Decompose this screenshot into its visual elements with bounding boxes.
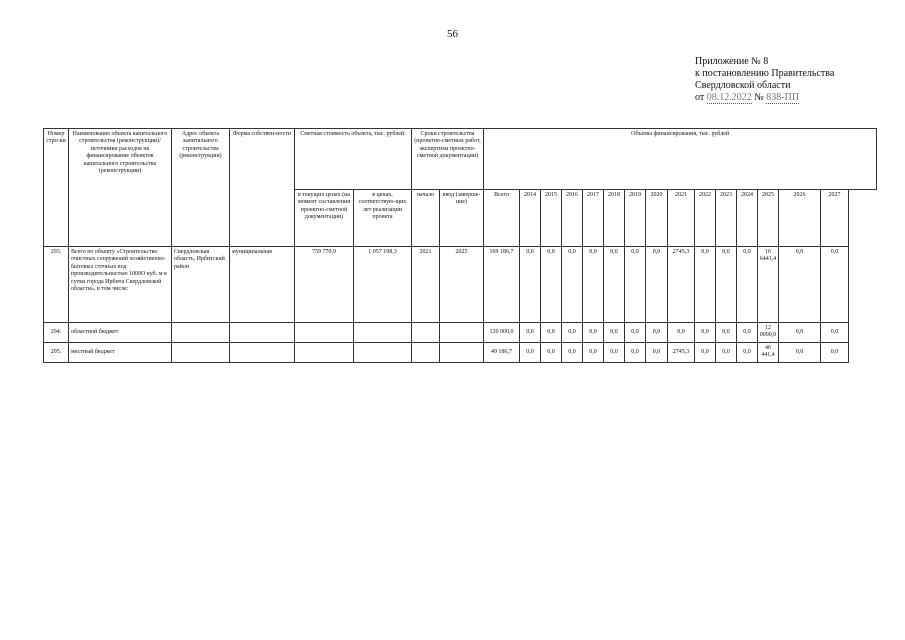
header-address: Адрес объекта капитального строительства (реконструкции) bbox=[172, 129, 230, 247]
header-total: Всего bbox=[484, 190, 520, 247]
cell-year-value: 0,0 bbox=[541, 247, 562, 323]
cell-cost-current: 759 770,9 bbox=[295, 247, 354, 323]
header-year: 2016 bbox=[562, 190, 583, 247]
cell-year-value: 12 0000,0 bbox=[758, 323, 779, 343]
cell-address bbox=[172, 342, 230, 362]
table-row bbox=[44, 323, 877, 343]
cell-year-value: 0,0 bbox=[737, 323, 758, 343]
number-prefix: № bbox=[751, 92, 767, 103]
cell-year-value: 0,0 bbox=[562, 323, 583, 343]
cell-year-value: 0,0 bbox=[646, 247, 668, 323]
cell-term-start bbox=[412, 323, 440, 343]
cell-term-end bbox=[440, 342, 484, 362]
header-year: 2025 bbox=[758, 190, 779, 247]
header-year: 2022 bbox=[695, 190, 716, 247]
header-object-name: Наименование объекта капитального строительства (реконструкции)/источники расходов на финансирование объектов капитального строительства (реконструкции) bbox=[69, 129, 172, 247]
funding-table bbox=[43, 128, 877, 363]
cell-year-value: 0,0 bbox=[625, 323, 646, 343]
cell-total: 120 000,0 bbox=[484, 323, 520, 343]
cell-year-value: 0,0 bbox=[646, 342, 668, 362]
table-row bbox=[44, 342, 877, 362]
cell-year-value: 0,0 bbox=[737, 342, 758, 362]
appendix-line-3: Свердловской области bbox=[695, 80, 791, 91]
header-terms: Сроки строительства (проектно-сметных работ, экспертизы проектно-сметной документации) bbox=[412, 129, 484, 190]
cell-cost-actual: 1 057 198,3 bbox=[354, 247, 412, 323]
cell-year-value: 0,0 bbox=[604, 342, 625, 362]
cell-term-end: 2025 bbox=[440, 247, 484, 323]
date-prefix: от bbox=[695, 92, 707, 103]
cell-year-value: 0,0 bbox=[625, 342, 646, 362]
cell-year-value: 0,0 bbox=[668, 323, 695, 343]
cell-year-value: 0,0 bbox=[520, 247, 541, 323]
cell-year-value: 0,0 bbox=[604, 323, 625, 343]
cell-year-value: 16 6441,4 bbox=[758, 247, 779, 323]
cell-year-value: 0,0 bbox=[583, 342, 604, 362]
cell-address bbox=[172, 323, 230, 343]
header-year: 2023 bbox=[716, 190, 737, 247]
cell-term-end bbox=[440, 323, 484, 343]
page-number: 56 bbox=[447, 28, 458, 40]
cell-year-value: 0,0 bbox=[821, 342, 849, 362]
cell-year-value: 0,0 bbox=[541, 323, 562, 343]
header-year: 2019 bbox=[625, 190, 646, 247]
header-cost-current: в текущих ценах (на момент составления проектно-сметной документации) bbox=[295, 190, 354, 247]
cell-year-value: 0,0 bbox=[779, 342, 821, 362]
resolution-date: 08.12.2022 bbox=[706, 92, 752, 103]
cell-year-value: 0,0 bbox=[520, 342, 541, 362]
cell-ownership bbox=[230, 323, 295, 343]
cell-year-value: 0,0 bbox=[821, 323, 849, 343]
header-row-number: Номер стро-ки bbox=[44, 129, 69, 247]
header-ownership: Форма собствен-ности bbox=[230, 129, 295, 247]
cell-year-value: 0,0 bbox=[520, 323, 541, 343]
header-year: 2021 bbox=[668, 190, 695, 247]
appendix-header bbox=[695, 56, 834, 104]
cell-row-number: 293. bbox=[44, 247, 69, 323]
cell-year-value: 0,0 bbox=[695, 323, 716, 343]
cell-total: 49 186,7 bbox=[484, 342, 520, 362]
cell-year-value: 2745,3 bbox=[668, 342, 695, 362]
header-year: 2027 bbox=[821, 190, 849, 247]
cell-cost-actual bbox=[354, 342, 412, 362]
cell-address: Свердловская область, Ирбитский район bbox=[172, 247, 230, 323]
cell-cost-actual bbox=[354, 323, 412, 343]
cell-object-name: областной бюджет bbox=[69, 323, 172, 343]
header-year: 2026 bbox=[779, 190, 821, 247]
cell-row-number: 294. bbox=[44, 323, 69, 343]
header-year: 2017 bbox=[583, 190, 604, 247]
header-term-end: ввод (заверше-ние) bbox=[440, 190, 484, 247]
appendix-line-1: Приложение № 8 bbox=[695, 56, 769, 67]
cell-year-value: 0,0 bbox=[625, 247, 646, 323]
cell-year-value: 0,0 bbox=[562, 342, 583, 362]
cell-ownership: муниципальная bbox=[230, 247, 295, 323]
cell-year-value: 0,0 bbox=[695, 247, 716, 323]
cell-year-value: 0,0 bbox=[716, 323, 737, 343]
header-funding: Объемы финансирования, тыс. рублей bbox=[484, 129, 877, 190]
appendix-date-line bbox=[695, 92, 834, 104]
header-estimated-cost: Сметная стоимость объекта, тыс. рублей: bbox=[295, 129, 412, 190]
cell-row-number: 295. bbox=[44, 342, 69, 362]
cell-object-name: местный бюджет bbox=[69, 342, 172, 362]
resolution-number: 838-ПП bbox=[766, 92, 800, 103]
header-cost-actual: в ценах, соответствую-щих лет реализации проекта bbox=[354, 190, 412, 247]
cell-year-value: 0,0 bbox=[541, 342, 562, 362]
cell-year-value: 0,0 bbox=[779, 323, 821, 343]
table-row bbox=[44, 247, 877, 323]
cell-year-value: 0,0 bbox=[583, 323, 604, 343]
header-row-1 bbox=[44, 129, 877, 190]
cell-term-start: 2021 bbox=[412, 247, 440, 323]
cell-year-value: 0,0 bbox=[779, 247, 821, 323]
cell-year-value: 0,0 bbox=[646, 323, 668, 343]
cell-cost-current bbox=[295, 342, 354, 362]
header-year: 2018 bbox=[604, 190, 625, 247]
cell-ownership bbox=[230, 342, 295, 362]
cell-year-value: 0,0 bbox=[583, 247, 604, 323]
cell-year-value: 0,0 bbox=[716, 247, 737, 323]
header-year: 2014 bbox=[520, 190, 541, 247]
cell-year-value: 0,0 bbox=[737, 247, 758, 323]
header-year: 2015 bbox=[541, 190, 562, 247]
cell-cost-current bbox=[295, 323, 354, 343]
cell-year-value: 0,0 bbox=[716, 342, 737, 362]
header-year: 2020 bbox=[646, 190, 668, 247]
cell-year-value: 0,0 bbox=[695, 342, 716, 362]
cell-year-value: 0,0 bbox=[604, 247, 625, 323]
appendix-line-2: к постановлению Правительства bbox=[695, 68, 835, 79]
cell-year-value: 46 441,4 bbox=[758, 342, 779, 362]
cell-object-name: Всего по объекту «Строительство очистных сооружений хозяйственно-бытовых сточных вод производительностью 1000О куб. м в сутки города Ирбита Свердловской области», в том числе: bbox=[69, 247, 172, 323]
cell-term-start bbox=[412, 342, 440, 362]
cell-year-value: 0,0 bbox=[562, 247, 583, 323]
header-year: 2024 bbox=[737, 190, 758, 247]
header-term-start: начало bbox=[412, 190, 440, 247]
cell-year-value: 2745,3 bbox=[668, 247, 695, 323]
cell-year-value: 0,0 bbox=[821, 247, 849, 323]
cell-total: 169 186,7 bbox=[484, 247, 520, 323]
